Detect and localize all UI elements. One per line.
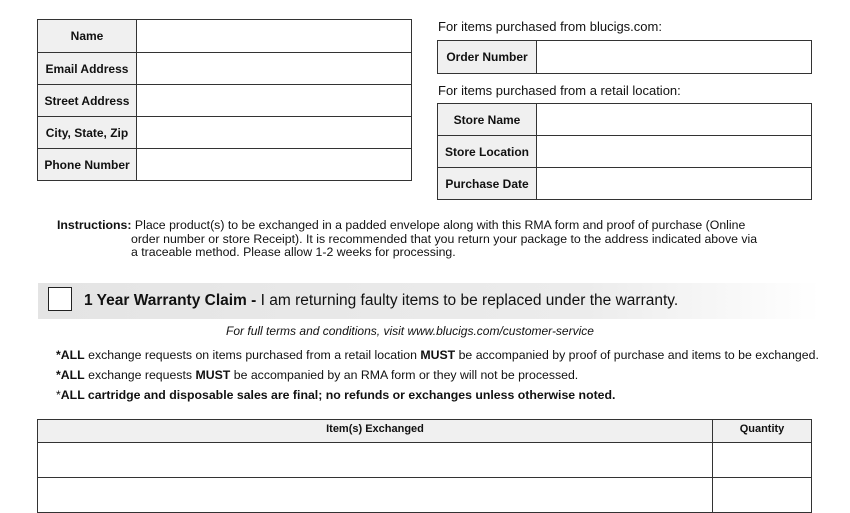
order-row [438,41,812,74]
quantity-column-header: Quantity [713,420,812,443]
retail-table [437,103,812,200]
street-field[interactable] [137,85,412,117]
items-row [38,443,812,478]
name-row [38,20,412,53]
order-table [437,40,812,74]
city-input[interactable] [137,117,411,148]
name-input[interactable] [137,20,411,52]
rule2-text: exchange requests [88,368,193,382]
store-location-label: Store Location [438,136,537,168]
purchase-date-input[interactable] [537,168,811,199]
rule2-all: *ALL [56,368,85,382]
store-location-row [438,136,812,168]
phone-field[interactable] [137,149,412,181]
item-cell[interactable] [38,478,713,513]
warranty-claim-text [84,292,678,310]
name-label: Name [38,20,137,53]
rule3-star: * [56,388,61,402]
name-field[interactable] [137,20,412,53]
order-label: Order Number [438,41,537,74]
rule1-must: MUST [420,348,456,362]
rule3-text: ALL cartridge and disposable sales are final; no refunds or exchanges unless otherwise noted. [60,388,616,402]
street-row [38,85,412,117]
instructions-line1: Place product(s) to be exchanged in a padded envelope along with this RMA form and proof of purchase (Online [134,218,746,232]
customer-info-table [37,19,412,181]
items-row [38,478,812,513]
quantity-cell[interactable] [713,478,812,513]
items-column-header: Item(s) Exchanged [38,420,713,443]
instructions-line3: a traceable method. Please allow 1-2 weeks for processing. [131,245,456,259]
items-header-row [38,420,812,443]
store-name-input[interactable] [537,104,811,135]
quantity-cell[interactable] [713,443,812,478]
rule1-tail: be accompanied by proof of purchase and items to be exchanged. [458,348,819,362]
email-row [38,53,412,85]
instructions-line2: order number or store Receipt). It is recommended that you return your package to the address indicated above via [131,231,758,246]
rule-rma [56,368,578,382]
items-exchanged-table [37,419,812,513]
rule-retail [56,348,819,362]
online-heading: For items purchased from blucigs.com: [438,19,662,34]
rule-final-sales [56,388,615,402]
store-location-input[interactable] [537,136,811,167]
city-row [38,117,412,149]
street-input[interactable] [137,85,411,116]
email-label: Email Address [38,53,137,85]
rule1-all: *ALL [56,348,85,362]
order-field[interactable] [537,41,812,74]
phone-row [38,149,412,181]
instructions-block [57,219,797,260]
street-label: Street Address [38,85,137,117]
rule2-tail: be accompanied by an RMA form or they will not be processed. [233,368,579,382]
rule2-must: MUST [195,368,231,382]
store-name-field[interactable] [537,104,812,136]
rule1-text: exchange requests on items purchased from a retail location [88,348,417,362]
item-cell[interactable] [38,443,713,478]
purchase-date-field[interactable] [537,168,812,200]
warranty-checkbox[interactable] [48,287,72,311]
warranty-description: I am returning faulty items to be replaced under the warranty. [260,292,679,309]
store-name-row [438,104,812,136]
city-field[interactable] [137,117,412,149]
warranty-title: 1 Year Warranty Claim - [84,292,257,309]
email-input[interactable] [137,53,411,84]
city-label: City, State, Zip [38,117,137,149]
phone-input[interactable] [137,149,411,180]
phone-label: Phone Number [38,149,137,181]
retail-heading: For items purchased from a retail location: [438,83,681,98]
store-location-field[interactable] [537,136,812,168]
email-field[interactable] [137,53,412,85]
purchase-date-label: Purchase Date [438,168,537,200]
purchase-date-row [438,168,812,200]
terms-note: For full terms and conditions, visit www.blucigs.com/customer-service [226,324,594,338]
instructions-heading: Instructions: [57,218,132,232]
order-input[interactable] [537,41,811,73]
store-name-label: Store Name [438,104,537,136]
